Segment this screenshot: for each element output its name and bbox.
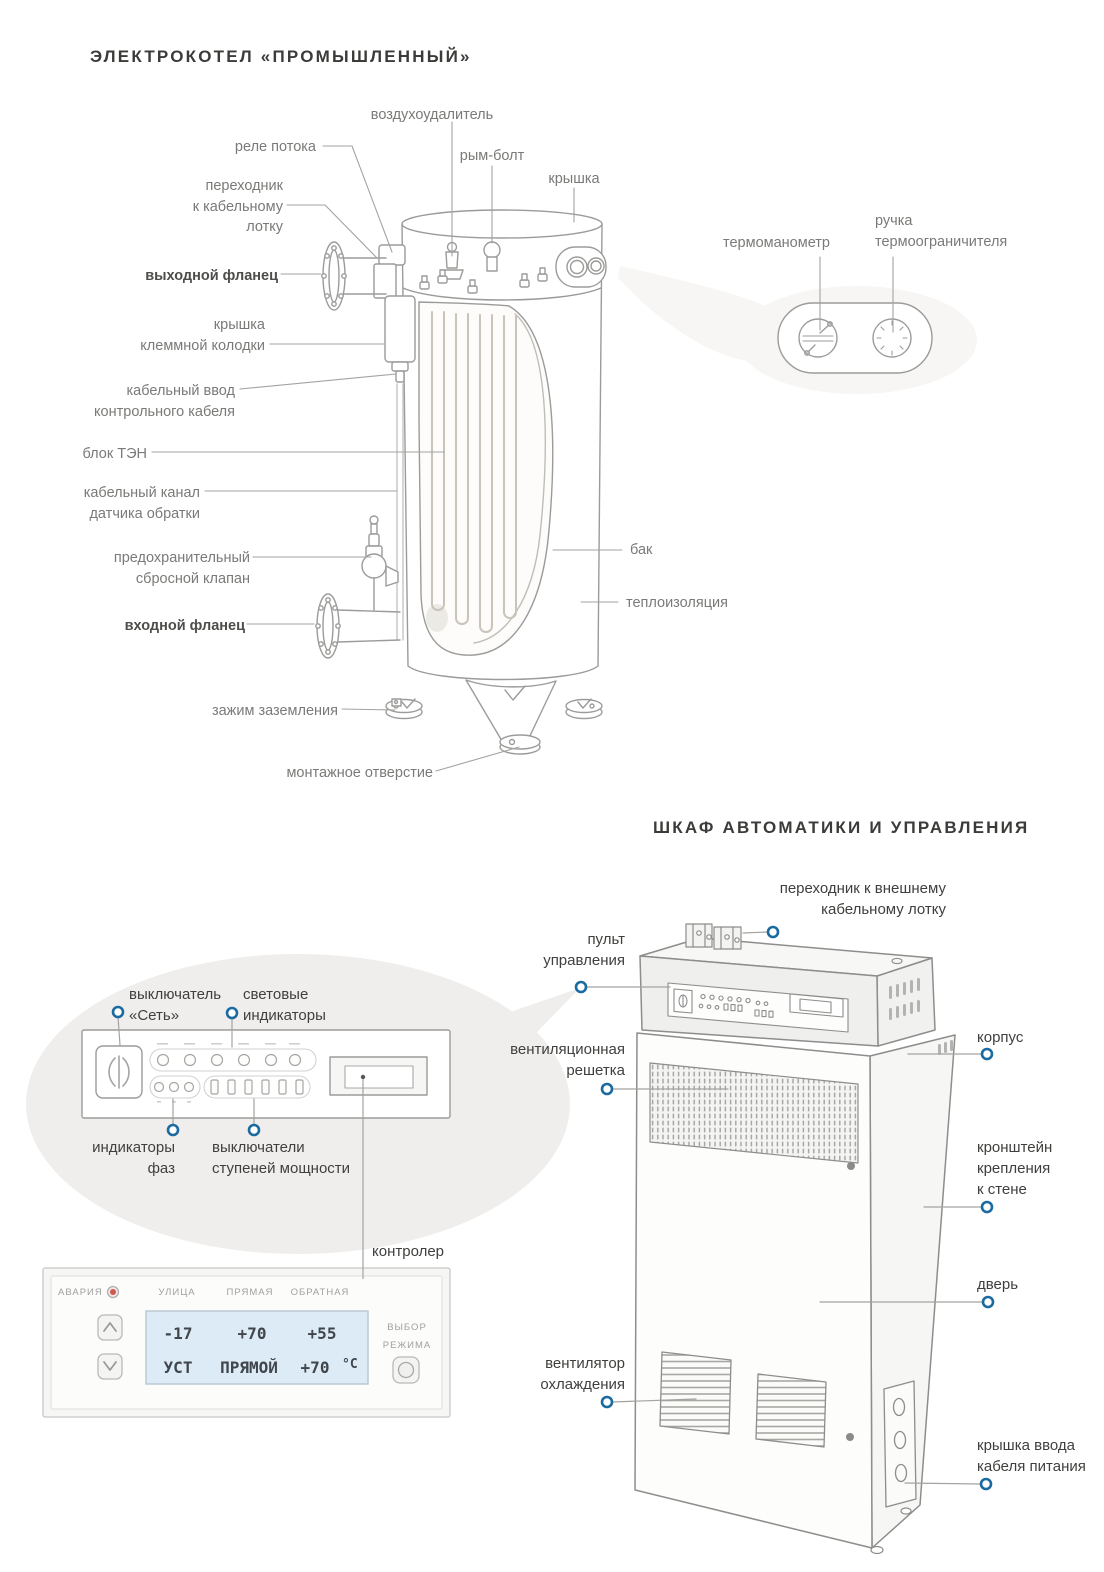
label-inlet-flange: входной фланец [124,618,245,634]
label-thermomanometer: термоманометр [723,235,831,251]
mode-button-label: ВЫБОР РЕЖИМА [382,1322,432,1351]
label-outlet-flange: выходной фланец [145,268,278,284]
col-return: ОБРАТНАЯ [290,1287,350,1298]
cable-tray-adapter-box [374,264,396,298]
panel-detail [82,1030,450,1118]
label-door: дверь [977,1276,1019,1293]
label-air-vent: воздухоудалитель [370,107,494,123]
ground-clamp-shape [392,699,401,706]
flow-relay-box [379,245,405,265]
label-phase-indicators: индикаторы фаз [92,1139,175,1177]
gauge-port [556,247,606,287]
label-heater-block: блок ТЭН [82,446,147,462]
sensor-cable-duct [397,384,403,640]
label-eye-bolt: рым-болт [459,148,525,164]
eye-bolt-fitting [484,242,500,271]
label-cable-tray-adapter: переходник к кабельному лотку [192,178,283,236]
fan-grille-left [660,1352,731,1434]
label-mounting-hole: монтажное отверстие [286,765,433,781]
label-power-steps: выключатели ступеней мощности [212,1139,351,1177]
door-screw-bottom [846,1433,854,1441]
boiler-illustration [316,210,606,754]
label-controller: контролер [372,1243,445,1260]
alarm-led [108,1287,119,1298]
label-limiter-handle: ручка термоограничителя [875,213,1008,250]
label-terminal-cover: крышка клеммной колодки [140,317,265,354]
lcd-set-value: +70 [300,1358,330,1377]
label-cover: крышка [548,171,600,187]
label-ext-cable-tray: переходник к внешнему кабельному лотку [779,880,946,918]
label-power-switch: выключатель «Сеть» [129,986,222,1024]
lcd-street-value: -17 [163,1324,193,1343]
label-return-duct: кабельный канал датчика обратки [83,485,200,522]
inlet-flange-shape [316,594,400,658]
label-flow-relay: реле потока [234,139,316,155]
boiler-title: ЭЛЕКТРОКОТЕЛ «ПРОМЫШЛЕННЫЙ» [90,47,472,66]
label-body: корпус [977,1029,1024,1046]
label-insulation: теплоизоляция [626,595,728,611]
boiler-feet [386,680,602,754]
alarm-label: АВАРИЯ [58,1287,103,1298]
col-supply: ПРЯМАЯ [226,1287,274,1298]
label-control-cable-entry: кабельный ввод контрольного кабеля [94,383,235,420]
cabinet-illustration [635,924,955,1554]
door-screw-top [847,1162,855,1170]
label-safety-valve: предохранительный сбросной клапан [113,550,250,587]
thermo-balloon [618,266,977,394]
lcd-unit: °C [342,1357,358,1372]
label-wall-bracket: кронштейн крепления к стене [977,1139,1053,1198]
label-vent-grille: вентиляционная решетка [510,1041,625,1079]
lcd-mode-value: ПРЯМОЙ [220,1358,278,1377]
lcd-supply-value: +70 [237,1324,267,1343]
label-tank: бак [630,542,653,558]
terminal-box [385,296,415,362]
cabinet-title: ШКАФ АВТОМАТИКИ И УПРАВЛЕНИЯ [653,818,1030,837]
label-cooling-fan: вентилятор охлаждения [540,1355,625,1393]
col-street: УЛИЦА [158,1287,196,1298]
cable-gland [392,362,408,371]
label-cable-entry-cover: крышка ввода кабеля питания [977,1437,1086,1475]
lcd-return-value: +55 [307,1324,337,1343]
lcd-set-label: УСТ [163,1358,193,1377]
label-indicators: световые индикаторы [243,986,326,1024]
fan-grille-right [756,1374,826,1447]
safety-valve-shape [362,516,398,610]
label-control-panel: пульт управления [543,931,625,969]
cable-entry-cover [884,1381,916,1507]
label-ground-clamp: зажим заземления [211,703,338,719]
top-tray-brackets [686,924,741,949]
